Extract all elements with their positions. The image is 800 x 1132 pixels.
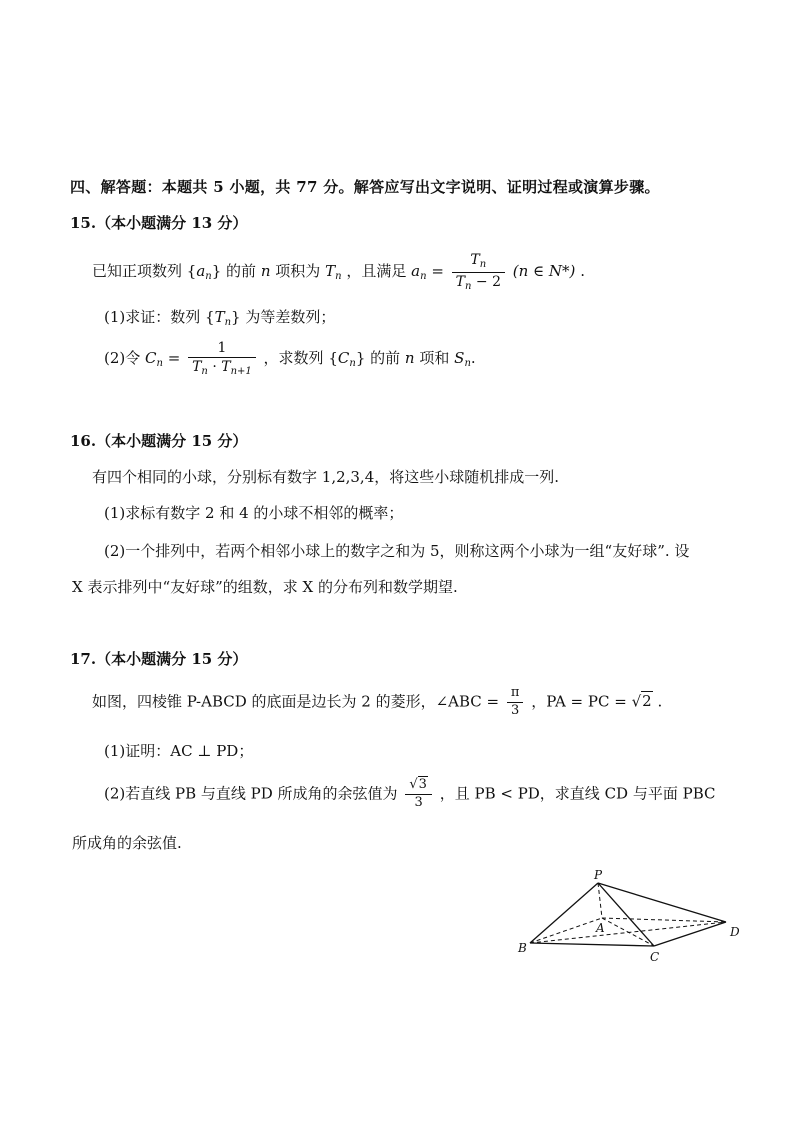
- q16-header: 16.（本小题满分 15 分）: [70, 432, 248, 450]
- vertex-label-c: C: [650, 950, 660, 964]
- q16-part1: (1)求标有数字 2 和 4 的小球不相邻的概率；: [104, 504, 404, 522]
- q15-header: 15.（本小题满分 13 分）: [70, 214, 248, 232]
- edge-pc: [598, 883, 654, 946]
- q17-part2-cont: 所成角的余弦值.: [72, 834, 182, 852]
- q15-intro-a: 已知正项数列: [92, 262, 183, 280]
- q16-part2: (2)一个排列中，若两个相邻小球上的数字之和为 5，则称这两个小球为一组“友好球”. 设: [104, 542, 690, 560]
- edge-bc: [530, 943, 654, 946]
- pyramid-figure: [510, 868, 750, 968]
- edge-cd: [654, 922, 726, 946]
- q15-part1: (1)求证：数列 $\{T_n\}$ 为等差数列；: [104, 308, 336, 328]
- q17-part1: (1)证明：AC ⊥ PD；: [104, 742, 254, 760]
- edge-pd: [598, 883, 726, 922]
- section-header: 四、解答题：本题共 5 小题，共 77 分。解答应写出文字说明、证明过程或演算步骤。: [70, 178, 660, 196]
- vertex-label-p: P: [594, 868, 603, 882]
- q15-intro: 已知正项数列 $\{a_n\}$ 的前 n 项积为 $T_n$ ，且满足 $a_n$ = $\frac{T_n}{T_n - 2}$ (n ∈ N*) .: [92, 252, 585, 292]
- q15-part2-fraction: $\frac{1}{T_n \cdot T_{n+1}}$: [188, 340, 256, 378]
- edge-pb: [530, 883, 598, 943]
- edge-ad: [602, 918, 726, 922]
- q17-pi-over-3: $\frac{\pi}{3}$: [507, 686, 524, 719]
- q17-part2: (2)若直线 PB 与直线 PD 所成角的余弦值为 $\frac{√3}{3}$ ，且 PB < PD，求直线 CD 与平面 PBC: [104, 777, 716, 810]
- edge-pa: [598, 883, 602, 918]
- q17-header: 17.（本小题满分 15 分）: [70, 650, 248, 668]
- q15-intro-b: 的前: [226, 262, 257, 280]
- q17-sqrt3-over-3: $\frac{√3}{3}$: [405, 778, 432, 811]
- q17-sqrt2: √2: [631, 692, 652, 711]
- q15-condition: (n ∈ N*): [512, 262, 576, 280]
- q17-line1: 如图，四棱锥 P-ABCD 的底面是边长为 2 的菱形，∠ABC = $\frac{\pi}{3}$ ，PA = PC = √2 .: [92, 685, 663, 718]
- q15-part2: (2)令 $C_n$ = $\frac{1}{T_n \cdot T_{n+1}}$ ，求数列 $\{C_n\}$ 的前 n 项和 $S_n$.: [104, 340, 476, 378]
- vertex-label-a: A: [596, 921, 605, 935]
- vertex-label-b: B: [518, 941, 527, 955]
- q16-part2-cont: X 表示排列中“友好球”的组数，求 X 的分布列和数学期望.: [72, 578, 458, 596]
- q15-fraction: $\frac{T_n}{T_n - 2}$: [452, 252, 505, 292]
- q15-intro-c: 项积为: [275, 262, 321, 280]
- vertex-label-d: D: [730, 925, 740, 939]
- q16-line1: 有四个相同的小球，分别标有数字 1,2,3,4，将这些小球随机排成一列.: [92, 468, 560, 486]
- q15-intro-d: ，且满足: [346, 262, 407, 280]
- q15-seq-a: a: [196, 262, 206, 280]
